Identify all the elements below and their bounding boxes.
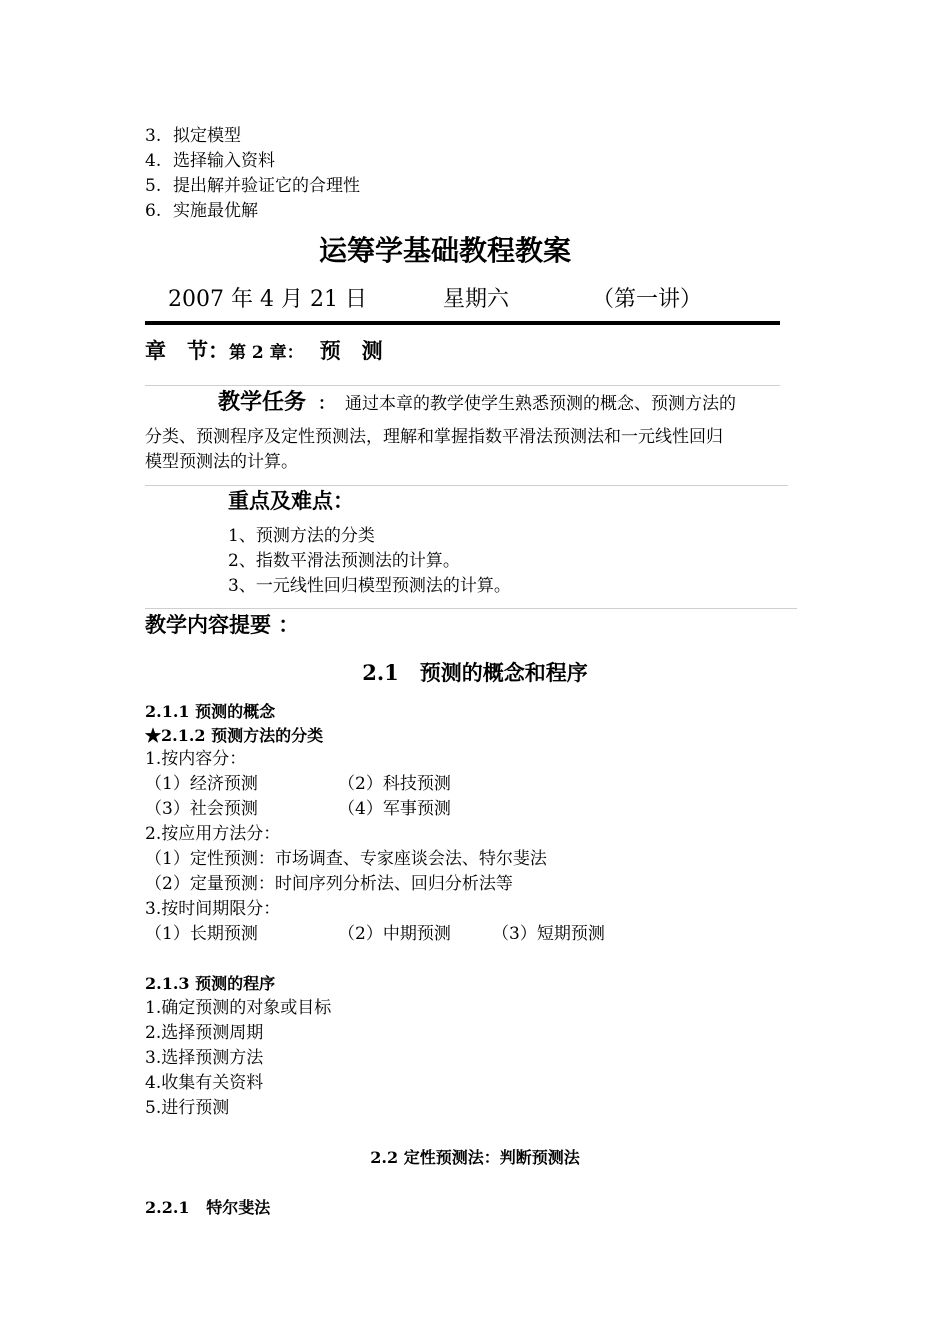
classification-item: （4）军事预测 bbox=[338, 799, 451, 819]
lesson-weekday: 星期六 bbox=[443, 287, 510, 312]
section-2-2-heading: 2.2 定性预测法：判断预测法 bbox=[370, 1148, 580, 1167]
classification-item: （2）定量预测：时间序列分析法、回归分析法等 bbox=[145, 874, 513, 894]
procedure-step: 3.选择预测方法 bbox=[145, 1048, 264, 1068]
procedure-step: 5.进行预测 bbox=[145, 1098, 230, 1118]
classification-item: （2）科技预测 bbox=[338, 774, 451, 794]
classification-item: （3）社会预测 bbox=[145, 799, 258, 819]
chapter-number: 第 2 章： bbox=[229, 343, 304, 363]
task-first-line: 教学任务 ： 通过本章的教学使学生熟悉预测的概念、预测方法的 bbox=[218, 389, 737, 415]
procedure-step: 1.确定预测的对象或目标 bbox=[145, 998, 332, 1018]
key-point-item: 2、指数平滑法预测法的计算。 bbox=[228, 551, 460, 571]
classification-item: （1）定性预测：市场调查、专家座谈会法、特尔斐法 bbox=[145, 849, 547, 869]
title-divider bbox=[145, 321, 780, 325]
key-point-item: 3、一元线性回归模型预测法的计算。 bbox=[228, 576, 511, 596]
section-2-1-heading: 2.1 预测的概念和程序 bbox=[362, 660, 588, 685]
document-title: 运筹学基础教程教案 bbox=[318, 234, 571, 267]
classification-heading: 3.按时间期限分： bbox=[145, 899, 281, 919]
step-item: 5. 提出解并验证它的合理性 bbox=[145, 176, 360, 196]
lecture-number: （第一讲） bbox=[592, 287, 703, 312]
step-item: 4. 选择输入资料 bbox=[145, 151, 275, 171]
subsection-heading: 2.2.1 特尔斐法 bbox=[145, 1198, 271, 1217]
lesson-date: 2007 年 4 月 21 日 bbox=[168, 287, 367, 312]
chapter-name: 预 测 bbox=[319, 338, 383, 363]
chapter-label: 章 节： bbox=[145, 338, 229, 363]
classification-item: （2）中期预测 bbox=[338, 924, 451, 944]
task-text-line3: 模型预测法的计算。 bbox=[145, 452, 298, 472]
classification-item: （1）长期预测 bbox=[145, 924, 258, 944]
procedure-step: 4.收集有关资料 bbox=[145, 1073, 264, 1093]
subsection-heading: 2.1.1 预测的概念 bbox=[145, 702, 276, 721]
step-item: 6. 实施最优解 bbox=[145, 201, 258, 221]
subsection-heading: ★2.1.2 预测方法的分类 bbox=[145, 726, 324, 745]
summary-label: 教学内容提要 ： bbox=[145, 612, 300, 637]
key-points-label: 重点及难点： bbox=[228, 488, 354, 513]
task-text-line2: 分类、预测程序及定性预测法，理解和掌握指数平滑法预测法和一元线性回归 bbox=[145, 427, 723, 447]
key-point-item: 1、预测方法的分类 bbox=[228, 526, 375, 546]
subsection-heading: 2.1.3 预测的程序 bbox=[145, 974, 276, 993]
classification-item: （1）经济预测 bbox=[145, 774, 258, 794]
classification-item: （3）短期预测 bbox=[492, 924, 605, 944]
procedure-step: 2.选择预测周期 bbox=[145, 1023, 264, 1043]
task-text-line1: 通过本章的教学使学生熟悉预测的概念、预测方法的 bbox=[345, 394, 737, 414]
task-label: 教学任务 bbox=[218, 389, 307, 415]
chapter-line bbox=[145, 336, 383, 368]
step-item: 3. 拟定模型 bbox=[145, 126, 241, 146]
classification-heading: 2.按应用方法分： bbox=[145, 824, 281, 844]
classification-heading: 1.按内容分： bbox=[145, 749, 247, 769]
